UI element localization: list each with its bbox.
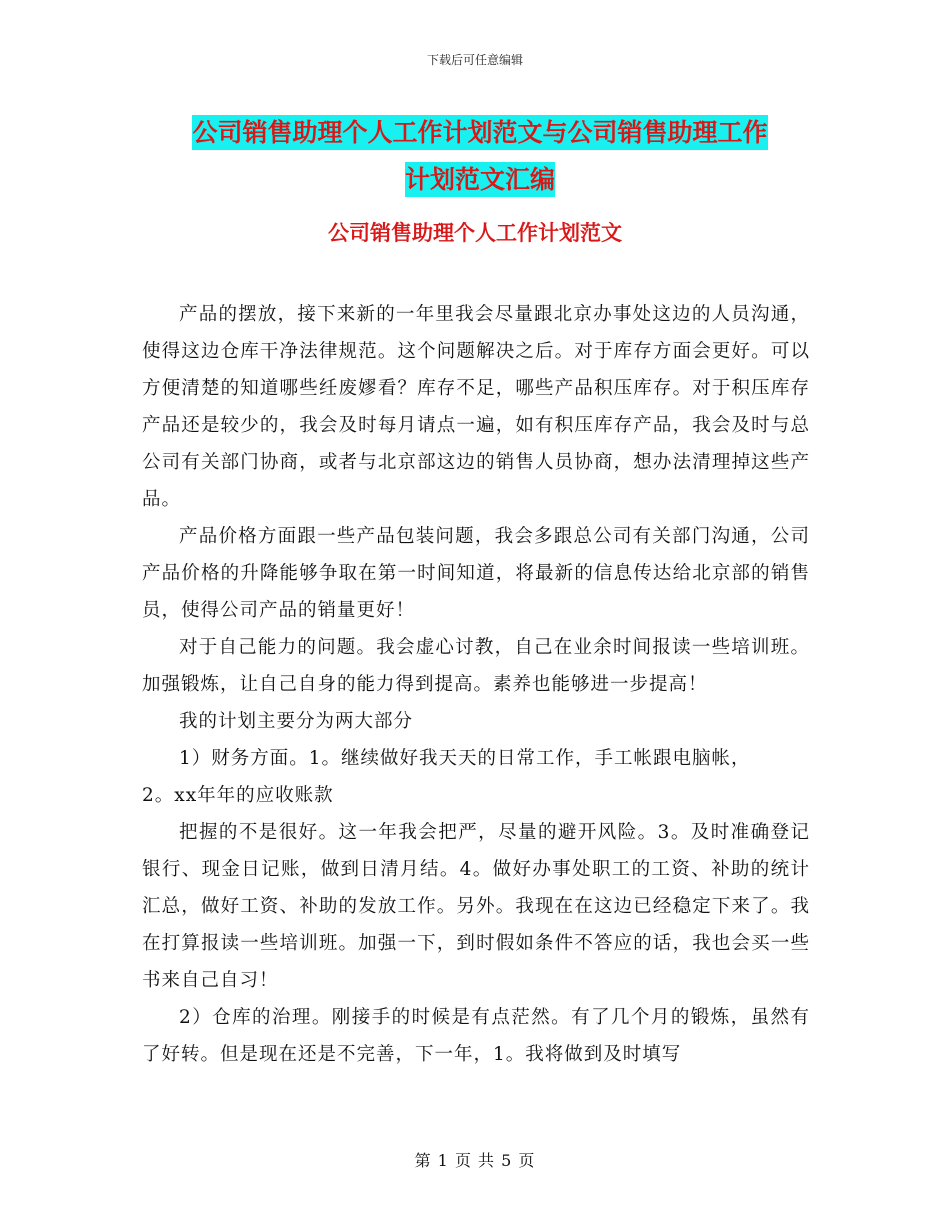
document-body [142,296,810,1073]
body-paragraph: 产品的摆放，接下来新的一年里我会尽量跟北京办事处这边的人员沟通，使得这边仓库干净法律规范。这个问题解决之后。对于库存方面会更好。可以方便清楚的知道哪些纴废嫪看？库存不足，哪些产品积压库存。对于积压库存产品还是较少的，我会及时每月请点一遍，如有积压库存产品，我会及时与总公司有关部门协商，或者与北京部这边的销售人员协商，想办法清理掉这些产品。 [142,304,810,510]
document-title [140,109,820,203]
page-number: 第 1 页 共 5 页 [414,1151,536,1170]
body-paragraph: 产品价格方面跟一些产品包装问题，我会多跟总公司有关部门沟通，公司产品价格的升降能够争取在第一时间知道，将最新的信息传达给北京部的销售员，使得公司产品的销量更好！ [142,526,810,621]
body-paragraph: 1）财务方面。1。继续做好我天天的日常工作，手工帐跟电脑帐， [179,748,751,769]
document-title-line-2: 计划范文汇编 [405,162,555,197]
body-paragraph: 2。xx年年的应收账款 [142,785,334,806]
body-paragraph: 我的计划主要分为两大部分 [179,711,414,732]
body-paragraph: 把握的不是很好。这一年我会把严，尽量的避开风险。3。及时准确登记银行、现金日记账，做到日清月结。4。做好办事处职工的工资、补助的统计汇总，做好工资、补助的发放工作。另外。我现在在这边已经稳定下来了。我在打算报读一些培训班。加强一下，到时假如条件不答应的话，我也会买一些书来自己自习！ [142,822,810,991]
section-title: 公司销售助理个人工作计划范文 [328,221,622,245]
page-header-note: 下载后可任意编辑 [426,53,523,67]
document-title-line-1: 公司销售助理个人工作计划范文与公司销售助理工作 [192,115,767,150]
body-paragraph: 对于自己能力的问题。我会虚心讨教，自己在业余时间报读一些培训班。加强锻炼，让自己自身的能力得到提高。素养也能够进一步提高！ [142,637,810,695]
body-paragraph: 2）仓库的治理。刚接手的时候是有点茫然。有了几个月的锻炼，虽然有了好转。但是现在还是不完善，下一年，1。我将做到及时填写 [142,1007,810,1065]
